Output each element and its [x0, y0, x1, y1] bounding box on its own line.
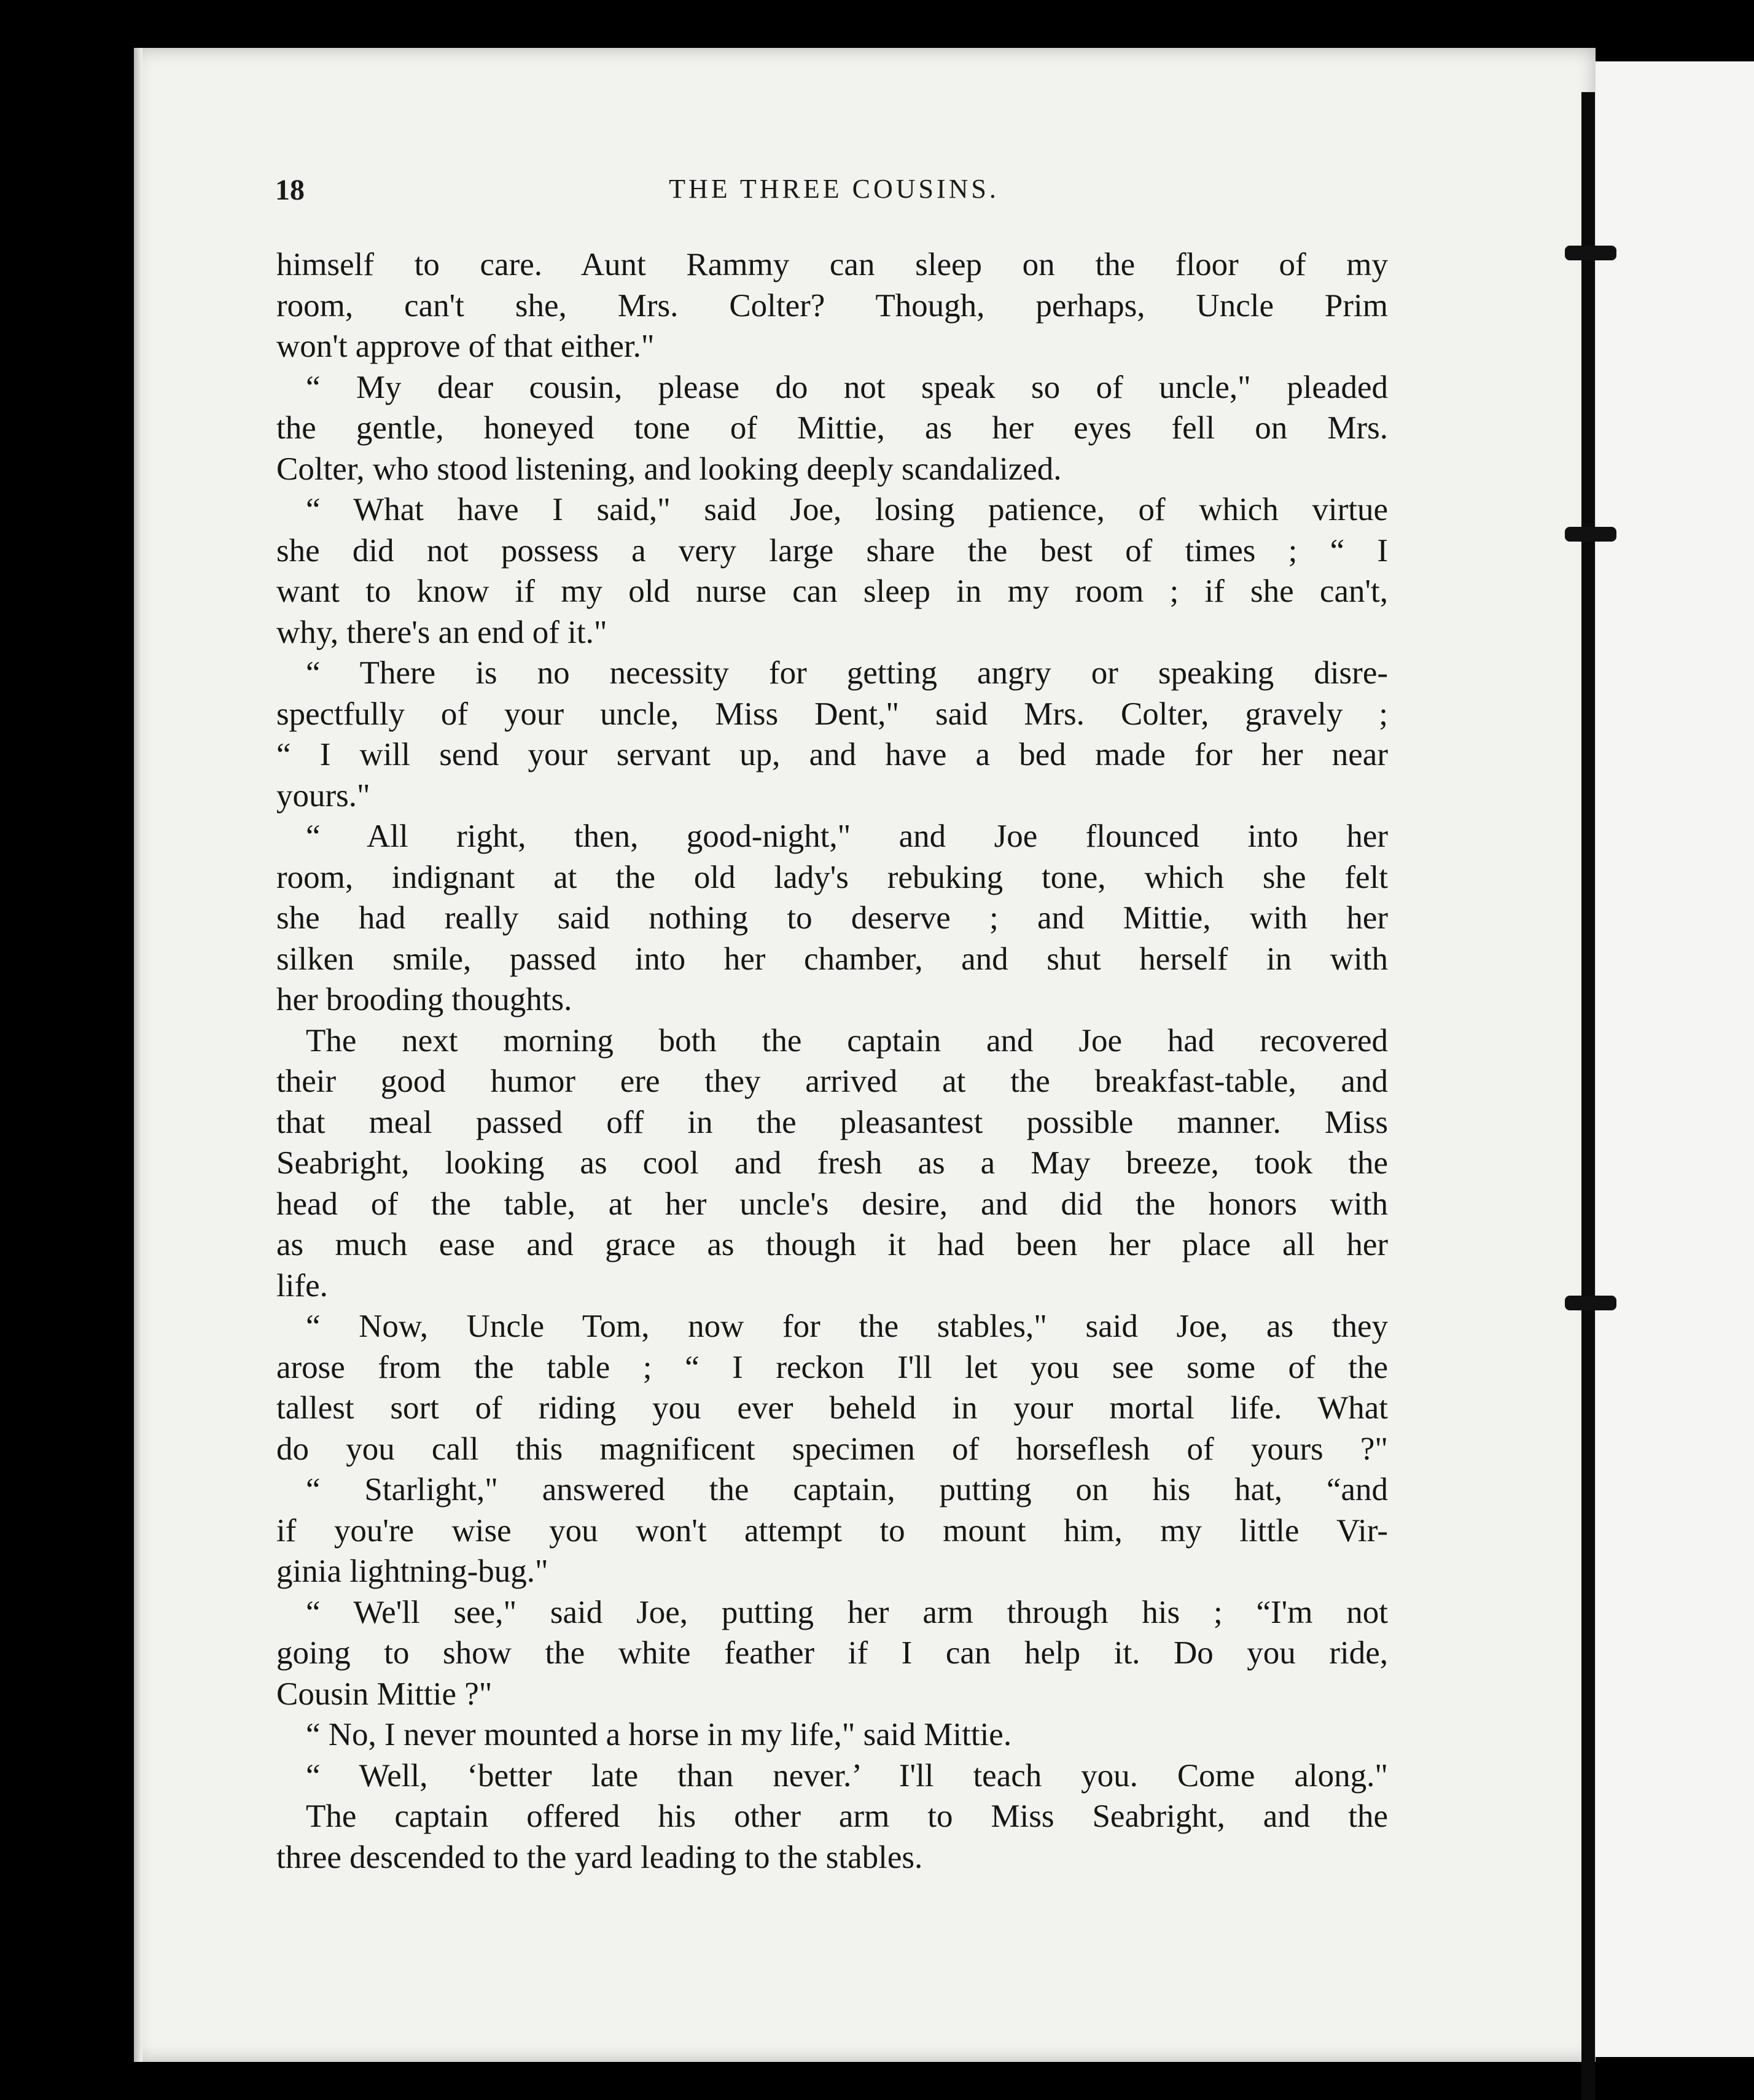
- text-line: “ We'll see," said Joe, putting her arm through his ; “I'm not: [306, 1594, 1388, 1630]
- text-line: The captain offered his other arm to Miss Seabright, and the: [306, 1799, 1388, 1834]
- text-line: “ What have I said," said Joe, losing patience, of which virtue: [306, 492, 1388, 527]
- text-line: their good humor ere they arrived at the breakfast-table, and: [276, 1064, 1388, 1099]
- text-line: The next morning both the captain and Joe had recovered: [306, 1022, 1388, 1059]
- text-line: “ There is no necessity for getting angry or speaking disre-: [306, 655, 1388, 691]
- text-line: spectfully of your uncle, Miss Dent," said Mrs. Colter, gravely ;: [276, 696, 1388, 732]
- text-line: want to know if my old nurse can sleep in my room ; if she can't,: [276, 574, 1388, 609]
- text-line: Seabright, looking as cool and fresh as a May breeze, took the: [276, 1145, 1388, 1181]
- text-line: “ Well, ‘better late than never.’ I'll teach you. Come along.": [306, 1757, 1388, 1794]
- text-line: Colter, who stood listening, and looking deeply scandalized.: [276, 451, 1062, 487]
- binding-stitch-middle: [1565, 527, 1616, 542]
- text-line: room, can't she, Mrs. Colter? Though, perhaps, Uncle Prim: [276, 287, 1388, 324]
- running-title: THE THREE COUSINS.: [669, 174, 999, 204]
- page-number: 18: [275, 174, 305, 206]
- binding-stitch-top: [1565, 246, 1616, 260]
- text-line: yours.": [276, 777, 370, 814]
- text-line: do you call this magnificent specimen of horseflesh of yours ?": [276, 1431, 1388, 1467]
- text-line: silken smile, passed into her chamber, and shut herself in with: [276, 941, 1388, 977]
- text-line: tallest sort of riding you ever beheld in your mortal life. What: [276, 1390, 1388, 1426]
- text-line: himself to care. Aunt Rammy can sleep on the floor of my: [276, 247, 1388, 282]
- text-line: she had really said nothing to deserve ; and Mittie, with her: [276, 900, 1388, 936]
- text-line: won't approve of that either.": [276, 329, 655, 364]
- text-line: “ Starlight," answered the captain, putting on his hat, “and: [306, 1472, 1388, 1507]
- text-line: ginia lightning-bug.": [276, 1554, 548, 1589]
- text-line: going to show the white feather if I can help it. Do you ride,: [276, 1635, 1388, 1671]
- text-line: that meal passed off in the pleasantest possible manner. Miss: [276, 1104, 1388, 1140]
- text-line: “ No, I never mounted a horse in my life," said Mittie.: [306, 1717, 1012, 1752]
- book-binding: [1581, 92, 1595, 2100]
- text-line: three descended to the yard leading to the stables.: [276, 1839, 923, 1875]
- text-line: “ All right, then, good-night," and Joe flounced into her: [306, 819, 1388, 854]
- text-line: she did not possess a very large share the best of times ; “ I: [276, 532, 1388, 569]
- page-header: [275, 173, 1393, 222]
- text-line: as much ease and grace as though it had been her place all her: [276, 1227, 1388, 1262]
- text-line: “ My dear cousin, please do not speak so of uncle," pleaded: [306, 369, 1388, 405]
- text-line: “ I will send your servant up, and have a bed made for her near: [276, 737, 1388, 772]
- text-line: Cousin Mittie ?": [276, 1676, 493, 1712]
- text-line: why, there's an end of it.": [276, 614, 607, 650]
- text-line: “ Now, Uncle Tom, now for the stables," said Joe, as they: [306, 1309, 1388, 1344]
- binding-stitch-bottom: [1565, 1296, 1616, 1310]
- facing-page-edge: [1596, 61, 1754, 2057]
- text-line: arose from the table ; “ I reckon I'll let you see some of the: [276, 1349, 1388, 1385]
- text-line: life.: [276, 1267, 328, 1304]
- body-text: [276, 244, 1388, 1878]
- text-line: if you're wise you won't attempt to mount him, my little Vir-: [276, 1512, 1388, 1549]
- text-line: the gentle, honeyed tone of Mittie, as her eyes fell on Mrs.: [276, 410, 1388, 446]
- text-line: head of the table, at her uncle's desire, and did the honors with: [276, 1186, 1388, 1222]
- text-line: room, indignant at the old lady's rebuking tone, which she felt: [276, 859, 1388, 895]
- text-line: her brooding thoughts.: [276, 982, 572, 1017]
